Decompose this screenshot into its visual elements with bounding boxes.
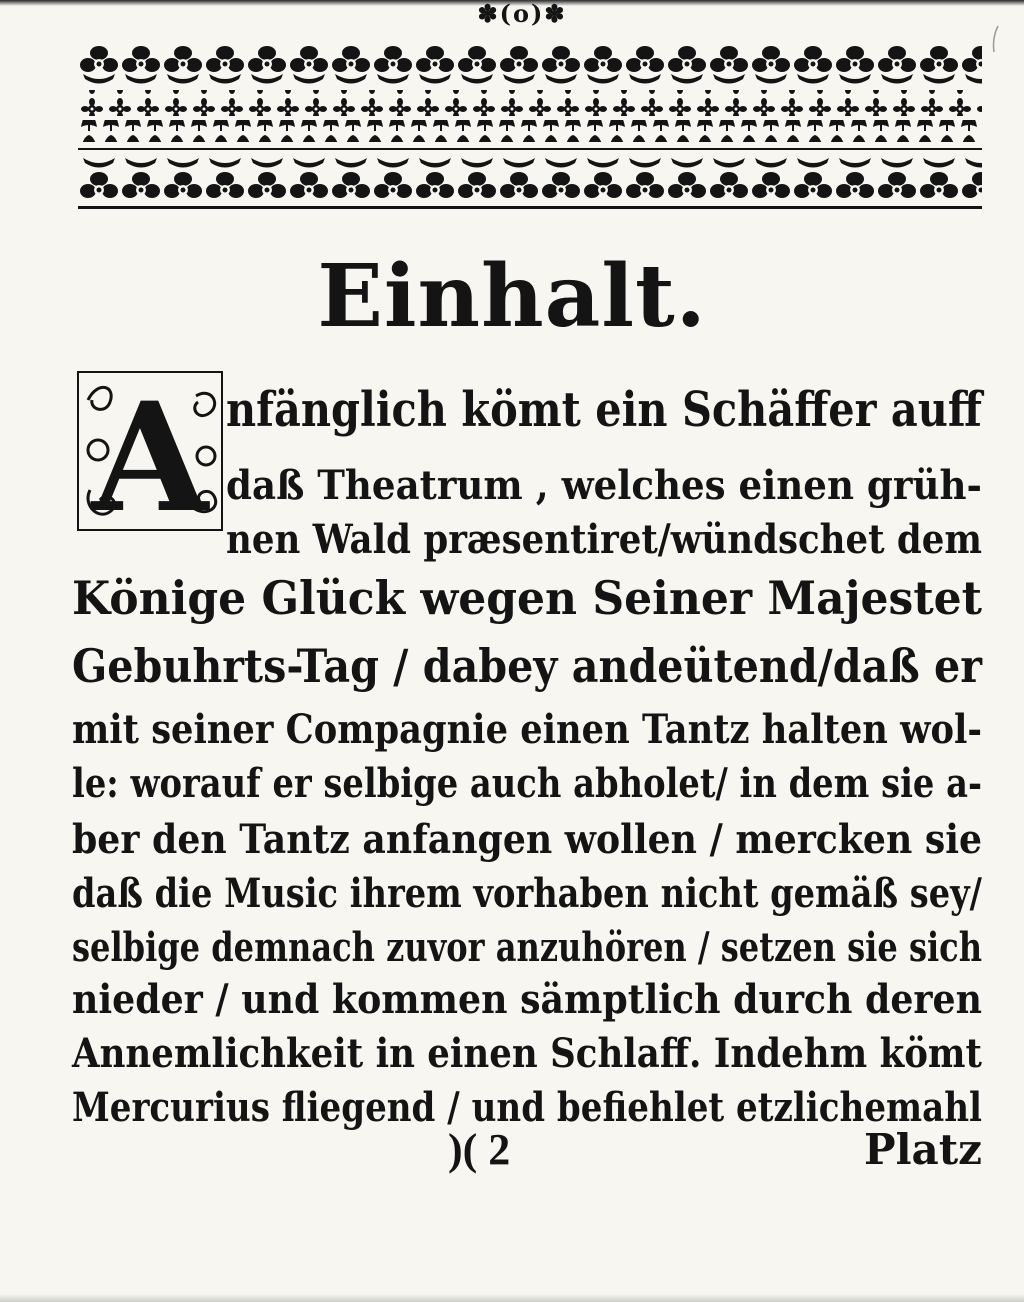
catchword: Platz xyxy=(863,1125,982,1174)
text-line-2: daß Theatrum , welches einen grüh- xyxy=(226,462,982,509)
text-line-9: daß die Music ihrem vorhaben nicht gemäß sey/ xyxy=(72,870,982,917)
top-ornament: ✽(o)✽ xyxy=(477,0,567,28)
text-line-3: nen Wald præsentiret/wündschet dem xyxy=(226,516,983,563)
scan-edge-bottom xyxy=(0,1294,1024,1302)
drop-cap-letter: A xyxy=(91,370,209,532)
floral-border-icon xyxy=(78,44,982,214)
drop-cap-initial-icon xyxy=(76,370,224,532)
text-line-13: Mercurius fliegend / und befiehlet etzlichemahl xyxy=(72,1084,982,1131)
text-line-10: selbige demnach zuvor anzuhören / setzen sie sich xyxy=(72,924,983,971)
stray-ink-mark-icon xyxy=(988,24,1002,54)
page-heading: Einhalt. xyxy=(317,245,707,347)
text-line-5: Gebuhrts-Tag / dabey andeütend/daß er xyxy=(72,639,982,693)
text-line-11: nieder / und kommen sämptlich durch deren xyxy=(72,976,982,1023)
text-line-12: Annemlichkeit in einen Schlaff. Indehm kömt xyxy=(72,1030,982,1077)
text-line-7: le: worauf er selbige auch abholet/ in dem sie a- xyxy=(72,760,982,807)
text-line-1: nfänglich kömt ein Schäffer auff xyxy=(226,382,982,438)
signature-mark: )( 2 xyxy=(448,1125,511,1174)
text-line-8: ber den Tantz anfangen wollen / mercken sie xyxy=(72,816,983,863)
text-line-4: Könige Glück wegen Seiner Majestet xyxy=(72,571,983,625)
text-line-6: mit seiner Compagnie einen Tantz halten wol- xyxy=(72,706,982,753)
